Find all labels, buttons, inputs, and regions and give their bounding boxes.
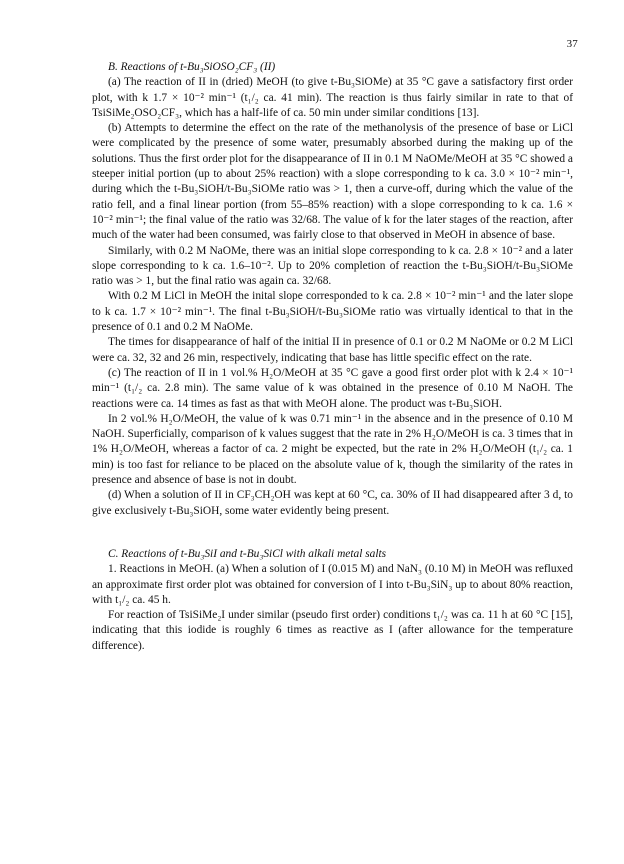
paragraph-b-b: (b) Attempts to determine the effect on the rate of the methanolysis of the presence of base or LiCl were complicated by the presence of some water, presumably absorbed during the making up of the solutions. Thus the first order plot for the disappearance of II in 0.1 M NaOMe/MeOH at 35 °C showed a steeper initial portion (up to about 25% reaction) with a slope corresponding to k ca. 3.0 × 10⁻² min⁻¹, during which the t-Bu₃SiOH/t-Bu₃SiOMe ratio was > 1, then a curve-off, during which the value of the ratio fell, and a final linear portion (from 55–85% reaction) with a slope corresponding to k ca. 1.6 × 10⁻² min⁻¹; the final value of the ratio was 32/68. The value of k for the later stages of the reaction, after much of the water had been consumed, was fairly close to that observed in MeOH in absence of base. (92, 122, 573, 242)
paragraph-c-1: 1. Reactions in MeOH. (a) When a solution of I (0.015 M) and NaN₃ (0.10 M) in MeOH was refluxed an approximate first order plot was obtained for conversion of I into t-Bu₃SiN₃ up to about 80% reaction, with t₁/₂ ca. 45 h. (92, 563, 573, 606)
paragraph-b-b-similarly: Similarly, with 0.2 M NaOMe, there was an initial slope corresponding to k ca. 2.8 × 10⁻² and a later slope corresponding to k ca. 1.6–10⁻². Up to 20% completion of reaction the t-Bu₃SiOH/t-Bu₃SiOMe ratio was > 1, but the final ratio was again ca. 32/68. (92, 244, 573, 288)
page-number: 37 (566, 38, 578, 50)
article-body (92, 60, 573, 654)
paragraph-b-c-2vol: In 2 vol.% H₂O/MeOH, the value of k was 0.71 min⁻¹ in the absence and in the presence of 0.10 M NaOH. Superficially, comparison of k values suggest that the rate in 2% H₂O/MeOH is ca. 3 times that in 1% H₂O/MeOH, whereas a factor of ca. 2 might be expected, but the rate in 2% H₂O/MeOH (t₁/₂ ca. 1 min) is too fast for reliance to be placed on the absolute value of k, though the similarity of the rates in presence and absence of base is not in doubt. (92, 412, 573, 487)
paragraph-b-d: (d) When a solution of II in CF₃CH₂OH was kept at 60 °C, ca. 30% of II had disappeared after 3 d, to give exclusively t-Bu₃SiOH, some water evidently being present. (92, 489, 573, 517)
section-c-heading: C. Reactions of t-Bu₃SiI and t-Bu₃SiCl with alkali metal salts (108, 547, 387, 560)
paragraph-b-b-licl: With 0.2 M LiCl in MeOH the inital slope corresponded to k ca. 2.8 × 10⁻² min⁻¹ and the later slope to k ca. 1.7 × 10⁻² min⁻¹. The final t-Bu₃SiOH/t-Bu₃SiOMe ratio was virtually identical to that in the presence of 0.1 and 0.2 M NaOMe. (92, 290, 573, 334)
paragraph-c-1-tsi: For reaction of TsiSiMe₂I under similar (pseudo first order) conditions t₁/₂ was ca. 11 h at 60 °C [15], indicating that this iodide is roughly 6 times as reactive as I (after allowance for the temperature difference). (92, 609, 573, 652)
paragraph-b-b-times: The times for disappearance of half of the initial II in presence of 0.1 or 0.2 M NaOMe or 0.2 M LiCl were ca. 32, 32 and 26 min, respectively, indicating that base has little specific effect on the rate. (92, 336, 573, 364)
section-spacer (92, 519, 573, 547)
section-b-heading: B. Reactions of t-Bu₃SiOSO₂CF₃ (II) (108, 61, 276, 73)
paragraph-b-c: (c) The reaction of II in 1 vol.% H₂O/MeOH at 35 °C gave a good first order plot with k 2.4 × 10⁻¹ min⁻¹ (t₁/₂ ca. 2.8 min). The same value of k was obtained in the presence of 0.10 M NaOH. The reactions were ca. 14 times as fast as that with MeOH alone. The product was t-Bu₃SiOH. (92, 366, 573, 410)
paragraph-b-a: (a) The reaction of II in (dried) MeOH (to give t-Bu₃SiOMe) at 35 °C gave a satisfactory first order plot, with k 1.7 × 10⁻² min⁻¹ (t₁/₂ ca. 41 min). The reaction is thus fairly similar in rate to that of TsiSiMe₂OSO₂CF₃, which has a half-life of ca. 50 min under similar conditions [13]. (92, 76, 573, 119)
